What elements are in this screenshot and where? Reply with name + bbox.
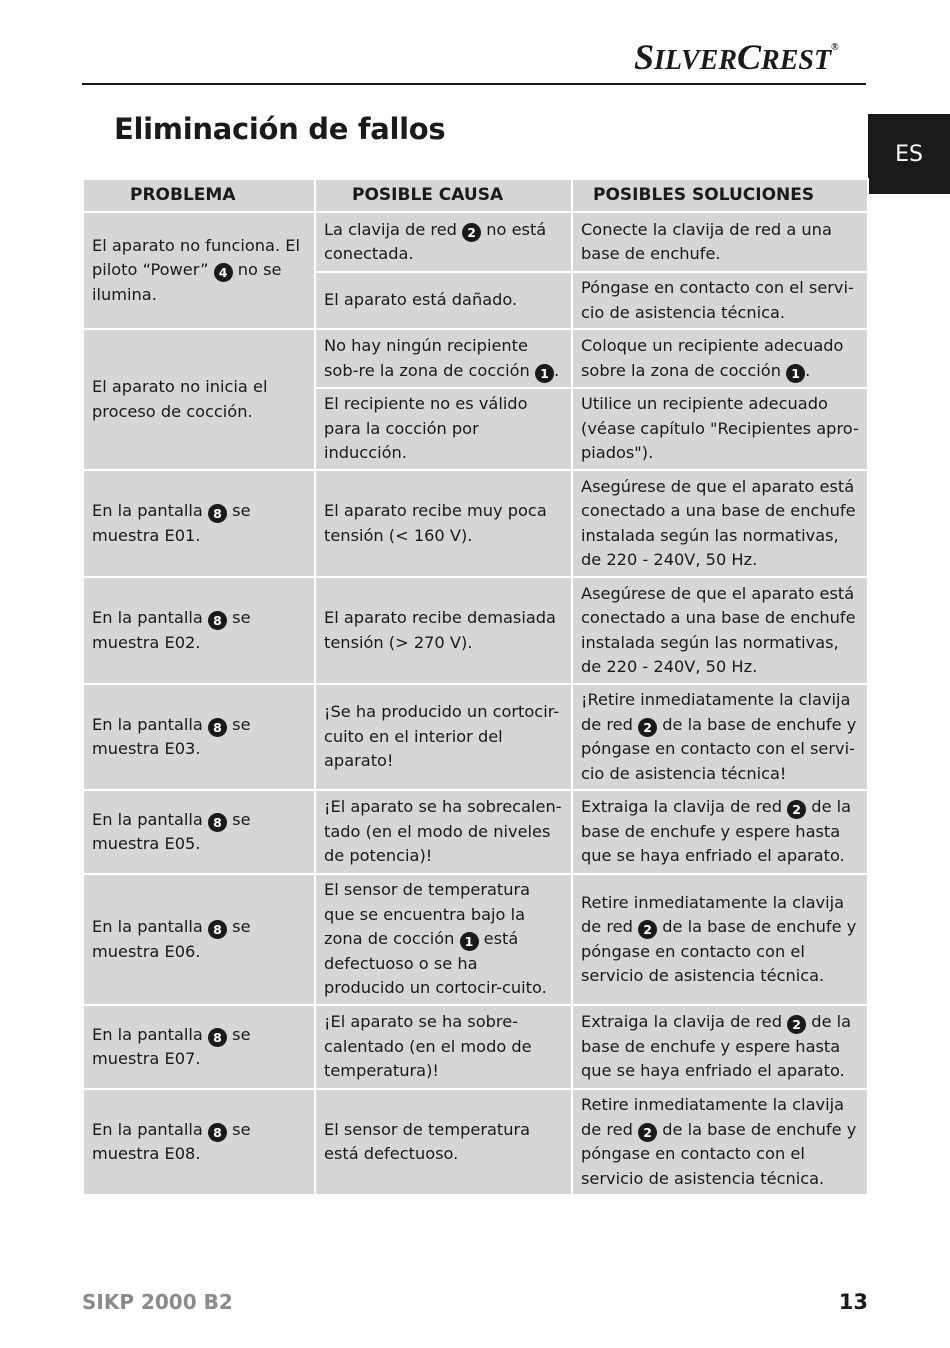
table-row [83, 470, 868, 577]
number-8-icon: 8 [208, 504, 227, 523]
number-8-icon: 8 [208, 718, 227, 737]
solution-cell: Asegúrese de que el aparato está conectado a una base de enchufe instalada según las normativas, de 220 - 240V, 50 Hz. [572, 470, 868, 577]
cause-cell: El aparato recibe muy poca tensión (< 160 V). [315, 470, 572, 577]
number-4-icon: 4 [214, 263, 233, 282]
number-8-icon: 8 [208, 1123, 227, 1142]
cause-cell: El sensor de temperatura que se encuentra bajo la zona de cocción 1 está defectuoso o se ha producido un cortocir-cuito. [315, 874, 572, 1005]
number-2-icon: 2 [462, 223, 481, 242]
page-title: Eliminación de fallos [114, 112, 446, 146]
table-row [83, 1089, 868, 1195]
problem-cell: En la pantalla 8 se muestra E05. [83, 790, 315, 874]
problem-cell: En la pantalla 8 se muestra E06. [83, 874, 315, 1005]
solution-cell: Asegúrese de que el aparato está conectado a una base de enchufe instalada según las normativas, de 220 - 240V, 50 Hz. [572, 577, 868, 684]
number-2-icon: 2 [638, 718, 657, 737]
number-8-icon: 8 [208, 1028, 227, 1047]
table-row [83, 329, 868, 388]
cause-cell: El aparato está dañado. [315, 272, 572, 329]
solution-cell: Conecte la clavija de red a una base de enchufe. [572, 212, 868, 272]
number-8-icon: 8 [208, 813, 227, 832]
number-2-icon: 2 [787, 800, 806, 819]
table-row [83, 684, 868, 790]
number-2-icon: 2 [638, 1123, 657, 1142]
cause-cell: ¡El aparato se ha sobrecalen-tado (en el modo de niveles de potencia)! [315, 790, 572, 874]
problem-cell: En la pantalla 8 se muestra E07. [83, 1005, 315, 1089]
problem-cell: En la pantalla 8 se muestra E08. [83, 1089, 315, 1195]
problem-cell: En la pantalla 8 se muestra E01. [83, 470, 315, 577]
table-row [83, 577, 868, 684]
cause-cell: ¡Se ha producido un cortocir-cuito en el interior del aparato! [315, 684, 572, 790]
problem-cell: El aparato no inicia el proceso de cocción. [83, 329, 315, 470]
page-number: 13 [838, 1290, 868, 1314]
table-row [83, 212, 868, 272]
cause-cell: ¡El aparato se ha sobre-calentado (en el modo de temperatura)! [315, 1005, 572, 1089]
number-8-icon: 8 [208, 920, 227, 939]
cause-cell: No hay ningún recipiente sob-re la zona de cocción 1 . [315, 329, 572, 388]
solution-cell: Retire inmediatamente la clavija de red 2 de la base de enchufe y póngase en contacto con el servicio de asistencia técnica. [572, 1089, 868, 1195]
solution-cell: Póngase en contacto con el servi-cio de asistencia técnica. [572, 272, 868, 329]
number-1-icon: 1 [535, 364, 554, 383]
problem-cell: El aparato no funciona. El piloto “Power” 4 no se ilumina. [83, 212, 315, 329]
table-row [83, 1005, 868, 1089]
number-1-icon: 1 [460, 932, 479, 951]
cause-cell: La clavija de red 2 no está conectada. [315, 212, 572, 272]
header-solution: POSIBLES SOLUCIONES [572, 179, 868, 212]
number-2-icon: 2 [787, 1015, 806, 1034]
number-1-icon: 1 [786, 364, 805, 383]
cause-cell: El aparato recibe demasiada tensión (> 270 V). [315, 577, 572, 684]
cause-cell: El recipiente no es válido para la cocción por inducción. [315, 388, 572, 470]
header-cause: POSIBLE CAUSA [315, 179, 572, 212]
table-row [83, 874, 868, 1005]
problem-cell: En la pantalla 8 se muestra E02. [83, 577, 315, 684]
solution-cell: Extraiga la clavija de red 2 de la base de enchufe y espere hasta que se haya enfriado el aparato. [572, 790, 868, 874]
solution-cell: Extraiga la clavija de red 2 de la base de enchufe y espere hasta que se haya enfriado el aparato. [572, 1005, 868, 1089]
header-rule [82, 83, 866, 85]
brand-logo: SILVERCREST® [634, 37, 839, 77]
number-8-icon: 8 [208, 611, 227, 630]
header-problem: PROBLEMA [83, 179, 315, 212]
solution-cell: Retire inmediatamente la clavija de red 2 de la base de enchufe y póngase en contacto con el servicio de asistencia técnica. [572, 874, 868, 1005]
language-tab: ES [868, 114, 950, 194]
table-header-row [83, 179, 868, 212]
table-row [83, 790, 868, 874]
number-2-icon: 2 [638, 920, 657, 939]
solution-cell: Utilice un recipiente adecuado (véase capítulo "Recipientes apro-piados"). [572, 388, 868, 470]
solution-cell: Coloque un recipiente adecuado sobre la zona de cocción 1 . [572, 329, 868, 388]
solution-cell: ¡Retire inmediatamente la clavija de red 2 de la base de enchufe y póngase en contacto con el servi-cio de asistencia técnica! [572, 684, 868, 790]
footer-model: SIKP 2000 B2 [82, 1290, 233, 1314]
troubleshooting-table [82, 178, 869, 1196]
cause-cell: El sensor de temperatura está defectuoso. [315, 1089, 572, 1195]
problem-cell: En la pantalla 8 se muestra E03. [83, 684, 315, 790]
